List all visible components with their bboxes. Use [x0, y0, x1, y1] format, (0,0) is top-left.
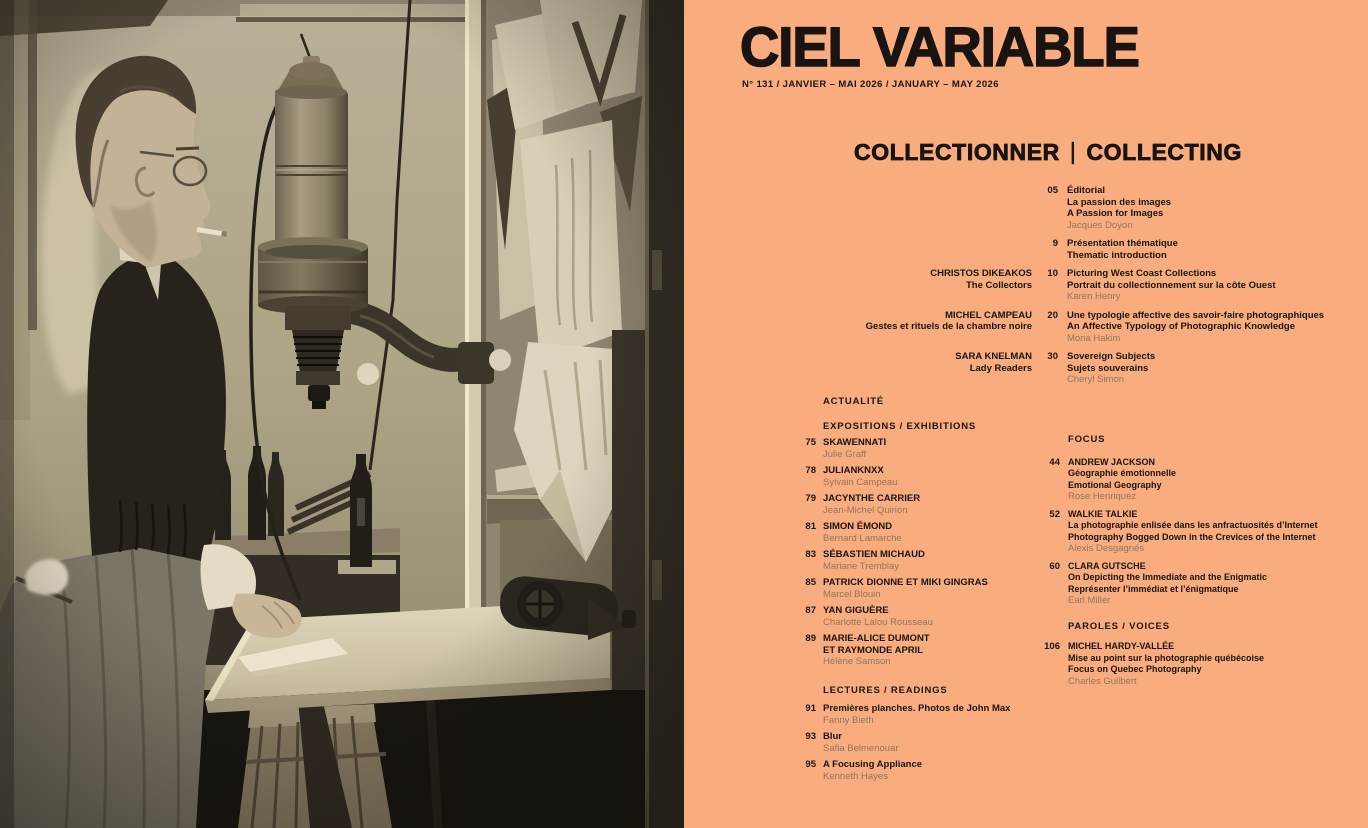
entry-title-line: Portrait du collectionnement sur la côte Ouest: [1067, 279, 1276, 291]
toc-entry[interactable]: [780, 703, 1040, 726]
entry-title-line: SÉBASTIEN MICHAUD: [823, 549, 925, 560]
entry-body: [823, 577, 1040, 600]
toc-entry[interactable]: [780, 437, 1040, 460]
paroles-list: [1024, 641, 1354, 687]
feature-contributor: [740, 185, 1032, 231]
toc-entry[interactable]: [780, 493, 1040, 516]
entry-title-line: Présentation thématique: [1067, 238, 1178, 249]
section-header-lectures: LECTURES / READINGS: [823, 684, 948, 696]
entry-title-line: CLARA GUTSCHE: [1068, 560, 1146, 571]
page-number[interactable]: 52: [1049, 508, 1060, 520]
page-number[interactable]: 85: [805, 577, 816, 588]
section-header-expositions: EXPOSITIONS / EXHIBITIONS: [823, 420, 977, 432]
entry-title-line: Sujets souverains: [1067, 362, 1149, 374]
section-header-paroles: PAROLES / VOICES: [1068, 620, 1170, 632]
entry-body: [1067, 238, 1350, 261]
entry-body: [823, 549, 1040, 572]
page-number[interactable]: 87: [805, 605, 816, 616]
entry-title-line: JULIANKNXX: [823, 465, 884, 476]
section-header-actualite: ACTUALITÉ: [823, 396, 885, 407]
column-gap: [1058, 310, 1067, 345]
entry-body: [1068, 509, 1354, 555]
entry-author: Alexis Desgagnés: [1068, 543, 1145, 554]
focus-list: [1024, 457, 1354, 607]
column-gap: [1058, 268, 1067, 303]
entry-title-line: La passion des images: [1067, 196, 1172, 208]
toc-entry[interactable]: [780, 759, 1040, 782]
entry-author: Karen Henry: [1067, 291, 1121, 302]
feature-entries: [740, 185, 1350, 393]
entry-author: Bernard Lamarche: [823, 532, 902, 544]
section-header-focus: FOCUS: [1068, 434, 1106, 445]
entry-author: Mona Hakim: [1067, 332, 1121, 344]
column-actualite: [780, 396, 1040, 787]
entry-author: Marcel Blouin: [823, 588, 881, 600]
entry-title-line: La photographie enlisée dans les anfractuosités d’Internet: [1068, 520, 1318, 530]
page-number[interactable]: 106: [1044, 641, 1060, 652]
feature-contributor: [740, 310, 1032, 345]
entry-body: [823, 731, 1040, 754]
page-number[interactable]: 60: [1049, 560, 1060, 572]
entry-body: [823, 759, 1040, 782]
toc-entry[interactable]: [1024, 641, 1354, 687]
entry-body: [1068, 641, 1354, 687]
toc-entry[interactable]: [780, 577, 1040, 600]
theme-title-fr: COLLECTIONNER: [854, 139, 1060, 165]
page-number[interactable]: 91: [805, 703, 816, 714]
contributor-name: SARA KNELMAN: [955, 351, 1032, 362]
entry-title-line: MARIE-ALICE DUMONT: [823, 633, 930, 644]
entry-author: Julie Graff: [823, 448, 867, 460]
entry-title-line: Thematic introduction: [1067, 249, 1167, 261]
entry-author: Charlotte Lalou Rousseau: [823, 616, 933, 628]
expositions-list: [780, 437, 1040, 668]
toc-page: [684, 0, 1368, 828]
entry-author: Mariane Tremblay: [823, 560, 900, 572]
entry-title-line: SKAWENNATI: [823, 437, 887, 448]
entry-title-line: A Focusing Appliance: [823, 759, 923, 770]
entry-body: [1067, 310, 1350, 345]
magazine-title: CIEL VARIABLE: [740, 15, 1139, 78]
entry-body: [823, 633, 1040, 668]
entry-title-line: Représenter l’immédiat et l’énigmatique: [1068, 583, 1239, 594]
entry-body: [1068, 457, 1354, 503]
entry-title-line: Premières planches. Photos de John Max: [823, 703, 1011, 714]
toc-entry[interactable]: [1024, 457, 1354, 503]
toc-entry[interactable]: [1024, 509, 1354, 555]
column-gap: [1058, 185, 1067, 231]
entry-title-line: ET RAYMONDE APRIL: [823, 644, 924, 656]
theme-separator: |: [1069, 138, 1077, 164]
entry-title-line: MICHEL HARDY-VALLÉE: [1068, 641, 1175, 651]
toc-entry[interactable]: [1024, 561, 1354, 607]
contributor-name: MICHEL CAMPEAU: [945, 309, 1032, 321]
entry-title-line: A Passion for Images: [1067, 208, 1164, 219]
page-number[interactable]: 20: [1047, 309, 1058, 321]
toc-feature-entry[interactable]: [740, 351, 1350, 386]
page-number[interactable]: 44: [1049, 456, 1060, 468]
toc-feature-entry[interactable]: [740, 310, 1350, 345]
entry-author: Earl Miller: [1068, 595, 1111, 606]
page-number[interactable]: 79: [805, 493, 816, 504]
contributor-work: Lady Readers: [969, 362, 1032, 374]
entry-author: Safia Belmenouar: [823, 742, 899, 754]
entry-body: [1068, 561, 1354, 607]
toc-entry[interactable]: [780, 633, 1040, 668]
page-number[interactable]: 30: [1047, 351, 1058, 362]
entry-body: [823, 521, 1040, 544]
entry-title-line: On Depicting the Immediate and the Enigmatic: [1068, 572, 1268, 582]
page-number[interactable]: 05: [1047, 185, 1058, 196]
entry-title-line: Sovereign Subjects: [1067, 351, 1156, 362]
entry-title-line: Mise au point sur la photographie québécoise: [1068, 652, 1265, 663]
theme-title-en: COLLECTING: [1086, 139, 1242, 165]
lectures-list: [780, 703, 1040, 782]
contributor-name: CHRISTOS DIKEAKOS: [930, 268, 1032, 279]
entry-title-line: An Affective Typology of Photographic Knowledge: [1067, 321, 1296, 332]
entry-title-line: Éditorial: [1067, 185, 1106, 196]
entry-title-line: WALKIE TALKIE: [1068, 508, 1138, 519]
contributor-work: Gestes et rituels de la chambre noire: [865, 321, 1032, 332]
entry-body: [1067, 351, 1350, 386]
feature-contributor: [740, 268, 1032, 303]
entry-author: Hélène Samson: [823, 656, 891, 667]
page-number[interactable]: 78: [805, 465, 816, 476]
entry-author: Jacques Doyon: [1067, 219, 1133, 231]
entry-author: Jean-Michel Quirion: [823, 504, 908, 516]
column-gap: [1058, 238, 1067, 261]
entry-title-line: Photography Bogged Down in the Crevices of the Internet: [1068, 531, 1316, 542]
toc-feature-entry[interactable]: [740, 268, 1350, 303]
feature-contributor: [740, 351, 1032, 386]
entry-title-line: Emotional Geography: [1068, 479, 1162, 490]
page-number[interactable]: 81: [805, 521, 816, 532]
entry-title-line: Picturing West Coast Collections: [1067, 268, 1217, 279]
column-focus-paroles: [1024, 434, 1354, 693]
entry-author: Cheryl Simon: [1067, 374, 1125, 385]
toc-entry[interactable]: [780, 549, 1040, 572]
entry-title-line: Blur: [823, 731, 842, 742]
toc-entry[interactable]: [780, 465, 1040, 488]
entry-body: [823, 437, 1040, 460]
entry-body: [823, 493, 1040, 516]
issue-line: N° 131 / JANVIER – MAI 2026 / JANUARY – MAY 2026: [742, 79, 999, 90]
entry-title-line: Géographie émotionnelle: [1068, 468, 1177, 478]
page-number[interactable]: 75: [805, 437, 816, 448]
toc-entry[interactable]: [780, 605, 1040, 628]
page-number[interactable]: 93: [805, 731, 816, 742]
entry-title-line: JACYNTHE CARRIER: [823, 493, 921, 504]
entry-author: Sylvain Campeau: [823, 476, 898, 488]
entry-body: [823, 465, 1040, 488]
entry-body: [1067, 185, 1350, 231]
toc-feature-entry[interactable]: [740, 185, 1350, 231]
toc-entry[interactable]: [780, 521, 1040, 544]
entry-author: Charles Guilbert: [1068, 675, 1137, 687]
entry-title-line: ANDREW JACKSON: [1068, 456, 1156, 467]
toc-entry[interactable]: [780, 731, 1040, 754]
feature-contributor: [740, 238, 1032, 261]
entry-title-line: Focus on Quebec Photography: [1068, 664, 1202, 674]
entry-body: [1067, 268, 1350, 303]
page-number[interactable]: 89: [805, 633, 816, 644]
entry-title-line: Une typologie affective des savoir-faire photographiques: [1067, 309, 1325, 321]
page-number[interactable]: 9: [1052, 238, 1058, 249]
entry-author: Kenneth Hayes: [823, 770, 888, 782]
page-number[interactable]: 10: [1047, 268, 1058, 279]
entry-author: Rose Henriquez: [1068, 491, 1137, 502]
toc-feature-entry[interactable]: [740, 238, 1350, 261]
entry-author: Fanny Bieth: [823, 714, 874, 726]
contributor-work: The Collectors: [966, 279, 1032, 291]
entry-title-line: SIMON ÉMOND: [823, 521, 893, 532]
page-number[interactable]: 83: [805, 549, 816, 560]
page-number[interactable]: 95: [805, 759, 816, 770]
column-gap: [1058, 351, 1067, 386]
entry-title-line: PATRICK DIONNE ET MIKI GINGRAS: [823, 577, 988, 588]
entry-body: [823, 605, 1040, 628]
entry-body: [823, 703, 1040, 726]
theme-title: [684, 139, 1368, 166]
entry-title-line: YAN GIGUÈRE: [823, 605, 889, 616]
